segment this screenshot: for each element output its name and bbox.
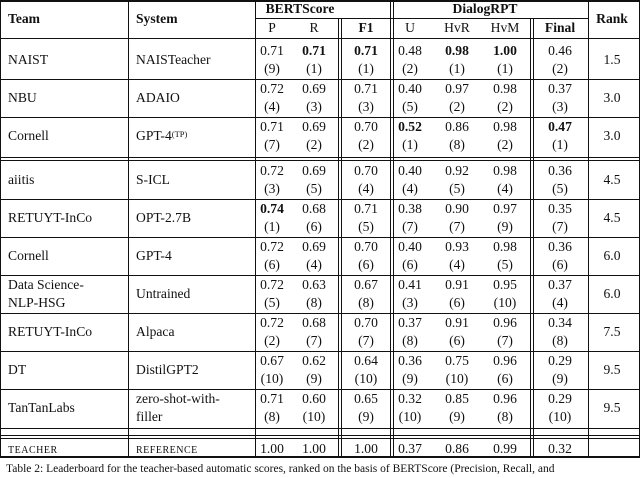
system-cell: DistilGPT2 (136, 362, 199, 377)
teacher-system: reference (136, 441, 198, 456)
p-rank: (4) (264, 99, 280, 114)
final-rank: (1) (552, 137, 568, 152)
r-value: 0.62 (302, 353, 326, 368)
hvr-rank: (6) (449, 333, 465, 348)
r-rank: (2) (306, 137, 322, 152)
r-rank: (5) (306, 181, 322, 196)
rule (0, 117, 640, 118)
u-value: 0.32 (398, 391, 422, 406)
hvr-rank: (2) (449, 99, 465, 114)
team-cell: NBU (8, 90, 37, 105)
u-rank: (10) (398, 409, 422, 424)
final-rank: (3) (552, 99, 568, 114)
u-rank: (1) (402, 137, 418, 152)
hvm-value: 0.98 (493, 119, 517, 134)
column-rule (341, 18, 342, 456)
hvm-value: 0.96 (493, 353, 517, 368)
teacher-p: 1.00 (260, 441, 284, 456)
r-value: 0.68 (302, 315, 326, 330)
hvr-rank: (4) (449, 257, 465, 272)
overall-rank: 6.0 (603, 248, 621, 263)
f1-rank: (9) (358, 409, 374, 424)
rule (0, 157, 640, 158)
hvm-rank: (7) (497, 333, 513, 348)
team-cell: DT (8, 362, 27, 377)
final-value: 0.34 (548, 315, 572, 330)
table-caption: Table 2: Leaderboard for the teacher-based automatic scores, ranked on the basis of BERTScore (Precision, Recall, and (6, 463, 555, 475)
p-rank: (2) (264, 333, 280, 348)
rule (0, 160, 640, 161)
group-rule (255, 18, 588, 19)
team-cell: NLP-HSG (8, 295, 66, 310)
r-value: 0.69 (302, 119, 326, 134)
r-rank: (8) (306, 295, 322, 310)
column-rule (393, 0, 394, 456)
teacher-r: 1.00 (302, 441, 326, 456)
system-cell: GPT-$4^{(TP)}$ (136, 128, 188, 143)
overall-rank: 4.5 (603, 172, 621, 187)
final-rank: (10) (548, 409, 572, 424)
r-value: 0.71 (302, 43, 326, 58)
hvr-rank: (8) (449, 137, 465, 152)
p-value: 0.74 (260, 201, 284, 216)
header-system: System (136, 11, 178, 26)
hvm-rank: (8) (497, 409, 513, 424)
rule (0, 0, 640, 2)
hvr-rank: (5) (449, 181, 465, 196)
r-rank: (7) (306, 333, 322, 348)
f1-value: 0.71 (354, 43, 378, 58)
u-value: 0.41 (398, 277, 422, 292)
header-rank: Rank (596, 11, 628, 26)
u-rank: (8) (402, 333, 418, 348)
overall-rank: 3.0 (603, 90, 621, 105)
r-rank: (9) (306, 371, 322, 386)
p-value: 0.72 (260, 163, 284, 178)
f1-value: 0.67 (354, 277, 378, 292)
overall-rank: 4.5 (603, 210, 621, 225)
hvr-value: 0.90 (445, 201, 469, 216)
team-cell: RETUYT-InCo (8, 324, 93, 339)
p-value: 0.71 (260, 391, 284, 406)
f1-value: 0.70 (354, 119, 378, 134)
hvm-value: 1.00 (493, 43, 517, 58)
hvm-rank: (2) (497, 137, 513, 152)
u-rank: (9) (402, 371, 418, 386)
final-value: 0.46 (548, 43, 572, 58)
u-value: 0.36 (398, 353, 422, 368)
final-value: 0.36 (548, 239, 572, 254)
column-rule (128, 0, 129, 456)
r-rank: (3) (306, 99, 322, 114)
hvr-rank: (10) (445, 371, 469, 386)
system-cell: Alpaca (136, 324, 175, 339)
header-u: U (405, 20, 415, 35)
f1-rank: (7) (358, 333, 374, 348)
hvr-value: 0.75 (445, 353, 469, 368)
system-cell: NAISTeacher (136, 52, 211, 67)
column-rule (0, 0, 1, 456)
overall-rank: 7.5 (603, 324, 621, 339)
header-p: P (268, 20, 276, 35)
rule (0, 313, 640, 314)
r-rank: (6) (306, 219, 322, 234)
f1-value: 0.70 (354, 315, 378, 330)
final-rank: (7) (552, 219, 568, 234)
f1-rank: (4) (358, 181, 374, 196)
r-value: 0.69 (302, 239, 326, 254)
hvr-value: 0.92 (445, 163, 469, 178)
teacher-f1: 1.00 (354, 441, 378, 456)
overall-rank: 3.0 (603, 128, 621, 143)
hvm-rank: (1) (497, 61, 513, 76)
final-value: 0.35 (548, 201, 572, 216)
u-value: 0.52 (398, 119, 422, 134)
rule (0, 237, 640, 238)
team-cell: aiitis (8, 172, 35, 187)
header-r: R (309, 20, 319, 35)
p-value: 0.72 (260, 277, 284, 292)
column-rule (588, 0, 589, 456)
system-cell: ADAIO (136, 90, 180, 105)
system-cell: filler (136, 409, 163, 424)
f1-rank: (2) (358, 137, 374, 152)
hvm-rank: (5) (497, 257, 513, 272)
hvr-value: 0.97 (445, 81, 469, 96)
hvr-value: 0.91 (445, 277, 469, 292)
p-rank: (8) (264, 409, 280, 424)
final-rank: (9) (552, 371, 568, 386)
hvr-value: 0.93 (445, 239, 469, 254)
system-cell: S-ICL (136, 172, 170, 187)
rule (0, 351, 640, 352)
column-rule (530, 18, 531, 456)
f1-value: 0.70 (354, 163, 378, 178)
column-rule (390, 0, 391, 456)
r-value: 0.69 (302, 163, 326, 178)
p-value: 0.72 (260, 315, 284, 330)
p-value: 0.71 (260, 43, 284, 58)
rule (0, 38, 640, 39)
team-cell: NAIST (8, 52, 49, 67)
rule (0, 79, 640, 80)
f1-rank: (6) (358, 257, 374, 272)
team-cell: TanTanLabs (8, 400, 75, 415)
hvr-rank: (9) (449, 409, 465, 424)
rule (0, 456, 640, 458)
r-value: 0.63 (302, 277, 326, 292)
team-cell: RETUYT-InCo (8, 210, 93, 225)
hvm-value: 0.95 (493, 277, 517, 292)
final-value: 0.36 (548, 163, 572, 178)
u-rank: (4) (402, 181, 418, 196)
hvr-value: 0.91 (445, 315, 469, 330)
final-value: 0.37 (548, 277, 572, 292)
p-value: 0.72 (260, 81, 284, 96)
u-rank: (7) (402, 219, 418, 234)
u-value: 0.38 (398, 201, 422, 216)
r-value: 0.68 (302, 201, 326, 216)
p-rank: (7) (264, 137, 280, 152)
overall-rank: 9.5 (603, 362, 621, 377)
p-rank: (6) (264, 257, 280, 272)
r-rank: (4) (306, 257, 322, 272)
hvr-rank: (1) (449, 61, 465, 76)
team-cell: Cornell (8, 128, 49, 143)
p-value: 0.72 (260, 239, 284, 254)
f1-rank: (10) (354, 371, 378, 386)
system-cell: OPT-2.7B (136, 210, 192, 225)
hvm-value: 0.98 (493, 163, 517, 178)
u-value: 0.48 (398, 43, 422, 58)
hvm-rank: (2) (497, 99, 513, 114)
f1-rank: (5) (358, 219, 374, 234)
hvm-rank: (9) (497, 219, 513, 234)
overall-rank: 1.5 (603, 52, 621, 67)
r-rank: (1) (306, 61, 322, 76)
f1-value: 0.64 (354, 353, 378, 368)
p-value: 0.67 (260, 353, 284, 368)
hvm-value: 0.97 (493, 201, 517, 216)
r-rank: (10) (302, 409, 326, 424)
rule (0, 435, 640, 436)
final-value: 0.29 (548, 391, 572, 406)
hvm-value: 0.96 (493, 315, 517, 330)
teacher-hvm: 0.99 (493, 441, 517, 456)
final-value: 0.29 (548, 353, 572, 368)
hvr-rank: (7) (449, 219, 465, 234)
f1-value: 0.71 (354, 201, 378, 216)
f1-value: 0.71 (354, 81, 378, 96)
teacher-hvr: 0.86 (445, 441, 469, 456)
u-rank: (5) (402, 99, 418, 114)
p-rank: (10) (260, 371, 284, 386)
u-rank: (2) (402, 61, 418, 76)
p-rank: (5) (264, 295, 280, 310)
header-hvm: HvM (490, 20, 520, 35)
hvm-value: 0.98 (493, 239, 517, 254)
final-rank: (8) (552, 333, 568, 348)
rule (0, 428, 640, 429)
header-dialogrpt: DialogRPT (452, 1, 518, 16)
hvm-value: 0.98 (493, 81, 517, 96)
rule (0, 199, 640, 200)
u-value: 0.37 (398, 315, 422, 330)
rule (0, 275, 640, 276)
p-rank: (9) (264, 61, 280, 76)
header-hvr: HvR (444, 20, 470, 35)
teacher-u: 0.37 (398, 441, 422, 456)
f1-value: 0.70 (354, 239, 378, 254)
final-value: 0.37 (548, 81, 572, 96)
f1-rank: (1) (358, 61, 374, 76)
overall-rank: 9.5 (603, 400, 621, 415)
teacher-final: 0.32 (548, 441, 572, 456)
final-value: 0.47 (548, 119, 572, 134)
p-rank: (3) (264, 181, 280, 196)
system-cell: Untrained (136, 286, 191, 301)
u-value: 0.40 (398, 81, 422, 96)
rule (0, 438, 640, 439)
f1-rank: (3) (358, 99, 374, 114)
hvr-value: 0.85 (445, 391, 469, 406)
u-value: 0.40 (398, 163, 422, 178)
hvm-value: 0.96 (493, 391, 517, 406)
system-superscript: (TP) (171, 129, 188, 139)
column-rule (533, 18, 534, 456)
team-cell: Data Science- (8, 277, 84, 292)
system-cell: zero-shot-with- (136, 391, 220, 406)
rule (0, 389, 640, 390)
header-f1: F1 (358, 20, 374, 35)
header-final: Final (544, 20, 576, 35)
final-rank: (4) (552, 295, 568, 310)
p-value: 0.71 (260, 119, 284, 134)
p-rank: (1) (264, 219, 280, 234)
team-cell: Cornell (8, 248, 49, 263)
final-rank: (5) (552, 181, 568, 196)
column-rule (338, 18, 339, 456)
u-rank: (3) (402, 295, 418, 310)
u-rank: (6) (402, 257, 418, 272)
header-team: Team (8, 11, 40, 26)
u-value: 0.40 (398, 239, 422, 254)
final-rank: (2) (552, 61, 568, 76)
hvm-rank: (6) (497, 371, 513, 386)
final-rank: (6) (552, 257, 568, 272)
hvr-rank: (6) (449, 295, 465, 310)
overall-rank: 6.0 (603, 286, 621, 301)
hvm-rank: (10) (493, 295, 517, 310)
hvr-value: 0.98 (445, 43, 469, 58)
hvr-value: 0.86 (445, 119, 469, 134)
r-value: 0.60 (302, 391, 326, 406)
header-bertscore: BERTScore (265, 1, 335, 16)
r-value: 0.69 (302, 81, 326, 96)
teacher-team: teacher (8, 441, 58, 456)
column-rule (255, 0, 256, 456)
f1-rank: (8) (358, 295, 374, 310)
hvm-rank: (4) (497, 181, 513, 196)
f1-value: 0.65 (354, 391, 378, 406)
system-cell: GPT-4 (136, 248, 172, 263)
